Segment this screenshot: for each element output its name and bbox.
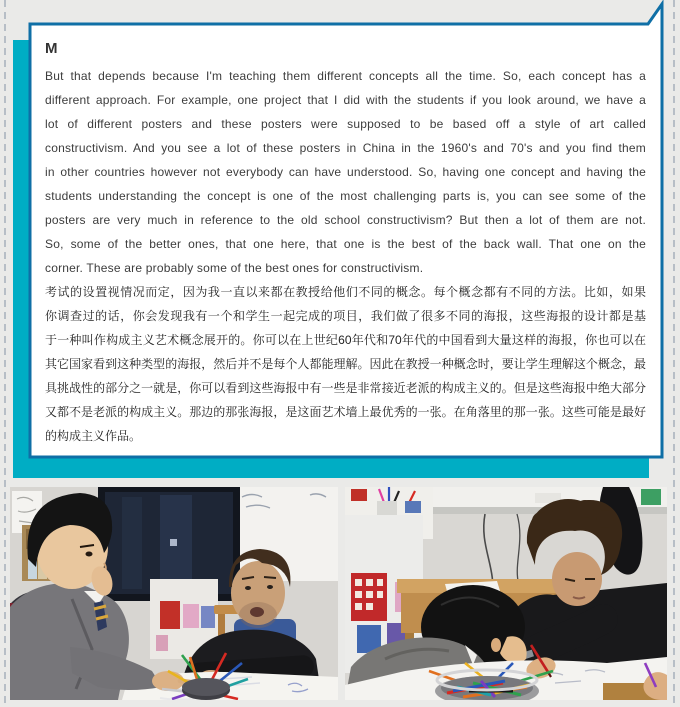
dialogue-chinese-line: 其它国家看到这种类型的海报，然后并不是每个人都能理解。因此在教授一种概念时，要让学生理解这个概念，最 [45, 357, 646, 371]
dialogue-english-line: lot of different posters and these posters were supposed to be based off a style of art called [45, 117, 646, 131]
dialogue-english-line: students understanding the concept is one of the most challenging parts is, you can see some of the [45, 189, 646, 203]
dialogue-english-line: But that depends because I'm teaching them different concepts all the time. So, each concept has a [45, 69, 646, 83]
teacher-watching-student-drawing-photo [345, 487, 667, 700]
dialogue-chinese-line: 的构成主义作品。 [45, 429, 142, 443]
dialogue-box [45, 36, 646, 448]
dialogue-english-line: corner. These are probably some of the best ones for constructivism. [45, 261, 424, 275]
dialogue-english-line: in other countries however not everybody can have understood. So, having one concept and having the [45, 165, 646, 179]
dialogue-chinese-line: 考试的设置视情况而定，因为我一直以来都在教授给他们不同的概念。每个概念都有不同的方法。比如，如果 [45, 285, 646, 299]
dialogue-chinese-text [45, 280, 646, 448]
dialogue-english-text [45, 64, 646, 280]
teacher-talking-with-student-photo [10, 487, 338, 700]
dialogue-english-line: constructivism. And you see a lot of these posters in China in the 1960's and 70's and you find them [45, 141, 646, 155]
dialogue-english-line: So, some of the better ones, that one here, that one is the best of the back wall. That one on the [45, 237, 646, 251]
dialogue-chinese-line: 于一种叫作构成主义艺术概念展开的。你可以在上世纪60年代和70年代的中国看到大量这样的海报，你也可以在 [45, 333, 646, 347]
dialogue-chinese-line: 你调查过的话，你会发现我有一个和学生一起完成的项目，我们做了很多不同的海报，这些海报的设计都是基 [45, 309, 646, 323]
dialogue-chinese-line: 又都不是老派的构成主义。那边的那张海报，是这面艺术墙上最优秀的一张。在角落里的那一张。这些可能是最好 [45, 405, 646, 419]
dialogue-chinese-line: 具挑战性的部分之一就是，你可以看到这些海报中有一些是非常接近老派的构成主义的。但是这些海报中绝大部分 [45, 381, 646, 395]
speaker-label: M [45, 40, 58, 57]
dialogue-english-line: different approach. For example, one project that I did with the students if you look around, we have a [45, 93, 646, 107]
dialogue-english-line: posters are very much in reference to the old school constructivism? But then a lot of them are not. [45, 213, 646, 227]
